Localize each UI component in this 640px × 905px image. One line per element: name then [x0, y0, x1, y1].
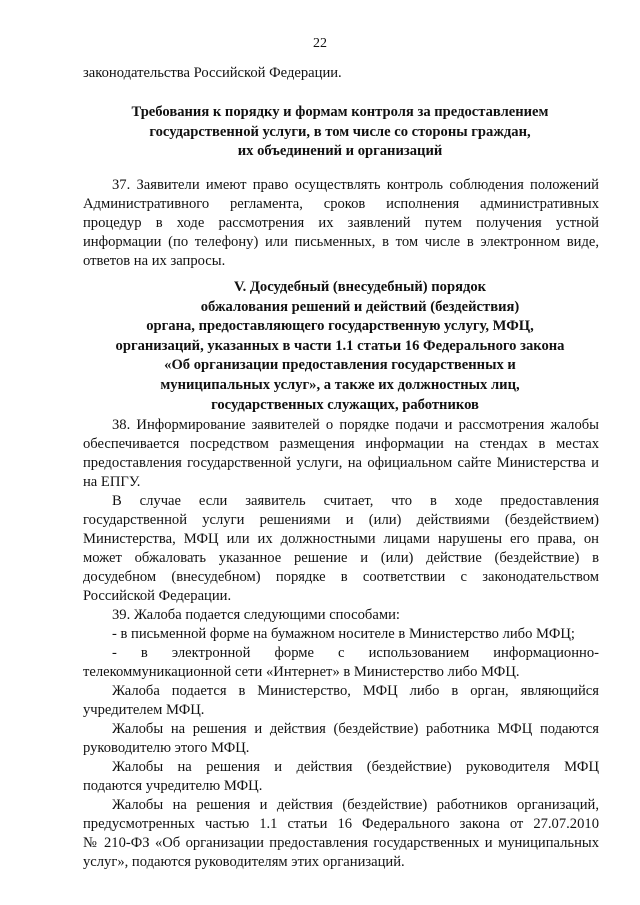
text-line: № 210-ФЗ «Об организации предоставления государственных и муниципальных	[83, 835, 599, 851]
text-line: 39. Жалоба подается следующими способами:	[112, 607, 400, 623]
text-line: учредителем МФЦ.	[83, 702, 205, 718]
text-line: законодательства Российской Федерации.	[83, 65, 342, 81]
text-line: Административного регламента, сроков исполнения административных	[83, 196, 599, 212]
heading-line: государственной услуги, в том числе со стороны граждан,	[149, 123, 531, 140]
section-heading-control	[60, 103, 620, 162]
text-line: услуг», подаются руководителям этих организаций.	[83, 854, 405, 870]
heading-line: государственных служащих, работников	[211, 396, 479, 413]
text-line: ответов на их запросы.	[83, 253, 226, 269]
text-line: предусмотренных частью 1.1 статьи 16 Федерального закона от 27.07.2010	[83, 816, 599, 832]
heading-line: «Об организации предоставления государственных и	[164, 357, 516, 374]
text-line: В случае если заявитель считает, что в ходе предоставления	[112, 493, 599, 509]
text-line: обеспечивается посредством размещения информации на стендах в местах	[83, 436, 599, 452]
text-line: может обжаловать указанное решение и (или) действие (бездействие) в	[83, 550, 599, 566]
page-number: 22	[313, 36, 327, 51]
text-line: на ЕПГУ.	[83, 474, 141, 490]
heading-line: Требования к порядку и формам контроля за предоставлением	[131, 104, 549, 120]
text-line: Российской Федерации.	[83, 588, 232, 604]
text-line: досудебном (внесудебном) порядке в соответствии с законодательством	[83, 569, 599, 585]
text-line: телекоммуникационной сети «Интернет» в Министерство либо МФЦ.	[83, 664, 520, 680]
heading-line: V. Досудебный (внесудебный) порядок	[233, 279, 487, 295]
text-line: руководителю этого МФЦ.	[83, 740, 250, 756]
text-line: - в письменной форме на бумажном носителе в Министерство либо МФЦ;	[112, 626, 575, 642]
text-line: процедур в ходе рассмотрения их заявлений путем получения устной	[83, 215, 599, 231]
heading-line: их объединений и организаций	[237, 143, 443, 160]
heading-line: муниципальных услуг», а также их должностных лиц,	[160, 376, 520, 393]
text-line: подаются учредителю МФЦ.	[83, 778, 263, 794]
heading-line: организаций, указанных в части 1.1 статьи 16 Федерального закона	[115, 337, 565, 354]
text-line: 38. Информирование заявителей о порядке подачи и рассмотрения жалобы	[112, 417, 599, 433]
text-line: Министерства, МФЦ или их должностными лицами нарушены его права, он	[83, 531, 599, 547]
heading-line: обжалования решений и действий (бездействия)	[200, 298, 520, 315]
text-line: Жалобы на решения и действия (бездействие) работника МФЦ подаются	[112, 721, 599, 737]
text-line: информации (по телефону) или письменных, в том числе в электронном виде,	[83, 234, 599, 250]
heading-line: органа, предоставляющего государственную услугу, МФЦ,	[146, 318, 534, 335]
section-heading-appeal	[60, 278, 620, 415]
text-line: государственной услуги решениями и (или) действиями (бездействием)	[83, 512, 599, 528]
text-line: Жалоба подается в Министерство, МФЦ либо в орган, являющийся	[112, 683, 599, 699]
text-line: Жалобы на решения и действия (бездействие) работников организаций,	[112, 797, 599, 813]
text-line: 37. Заявители имеют право осуществлять контроль соблюдения положений	[112, 177, 599, 193]
text-line: - в электронной форме с использованием информационно-	[112, 645, 599, 661]
text-line: предоставления государственной услуги, на официальном сайте Министерства и	[83, 455, 599, 471]
text-line: Жалобы на решения и действия (бездействие) руководителя МФЦ	[112, 759, 599, 775]
